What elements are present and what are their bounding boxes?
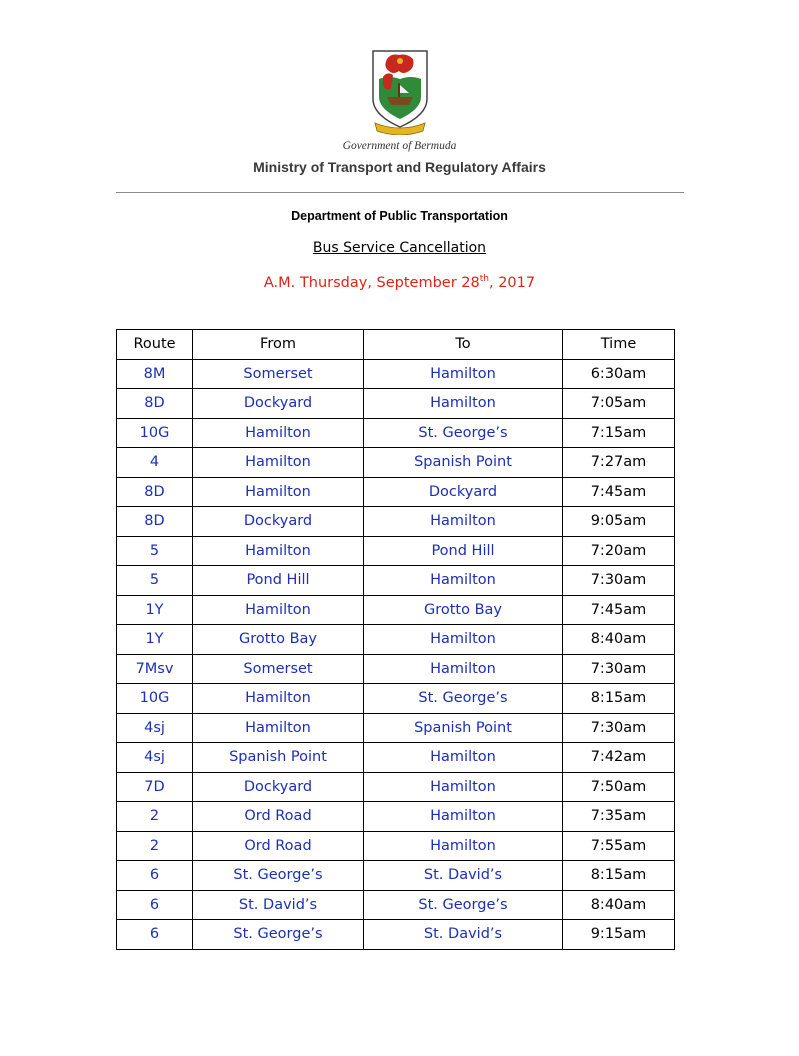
table-row bbox=[117, 861, 675, 891]
time-cell: 7:42am bbox=[563, 743, 675, 773]
column-header-route: Route bbox=[117, 330, 193, 360]
from-cell: Dockyard bbox=[193, 772, 364, 802]
to-cell: St. David’s bbox=[364, 861, 563, 891]
date-year: , 2017 bbox=[488, 275, 536, 291]
to-cell: Hamilton bbox=[364, 566, 563, 596]
to-cell: St. George’s bbox=[364, 684, 563, 714]
from-cell: Hamilton bbox=[193, 536, 364, 566]
time-cell: 7:15am bbox=[563, 418, 675, 448]
to-cell: Hamilton bbox=[364, 743, 563, 773]
time-cell: 7:20am bbox=[563, 536, 675, 566]
time-cell: 7:45am bbox=[563, 477, 675, 507]
from-cell: Dockyard bbox=[193, 389, 364, 419]
department-name: Department of Public Transportation bbox=[291, 209, 508, 223]
to-cell: St. George’s bbox=[364, 418, 563, 448]
to-cell: Dockyard bbox=[364, 477, 563, 507]
notice-date bbox=[0, 275, 799, 291]
time-cell: 9:15am bbox=[563, 920, 675, 950]
table-row bbox=[117, 802, 675, 832]
time-cell: 7:30am bbox=[563, 566, 675, 596]
from-cell: Hamilton bbox=[193, 448, 364, 478]
from-cell: St. George’s bbox=[193, 861, 364, 891]
to-cell: Spanish Point bbox=[364, 713, 563, 743]
from-cell: Grotto Bay bbox=[193, 625, 364, 655]
from-cell: Hamilton bbox=[193, 418, 364, 448]
time-cell: 8:40am bbox=[563, 625, 675, 655]
table-header-row bbox=[117, 330, 675, 360]
to-cell: Hamilton bbox=[364, 389, 563, 419]
from-cell: Pond Hill bbox=[193, 566, 364, 596]
to-cell: Hamilton bbox=[364, 507, 563, 537]
table-row bbox=[117, 772, 675, 802]
from-cell: Spanish Point bbox=[193, 743, 364, 773]
time-cell: 7:05am bbox=[563, 389, 675, 419]
column-header-from: From bbox=[193, 330, 364, 360]
route-cell: 2 bbox=[117, 802, 193, 832]
table-row bbox=[117, 595, 675, 625]
route-cell: 1Y bbox=[117, 625, 193, 655]
to-cell: Hamilton bbox=[364, 802, 563, 832]
table-row bbox=[117, 418, 675, 448]
date-prefix: A.M. Thursday, September 28 bbox=[263, 275, 480, 291]
from-cell: St. George’s bbox=[193, 920, 364, 950]
to-cell: Hamilton bbox=[364, 625, 563, 655]
table-row bbox=[117, 684, 675, 714]
from-cell: Hamilton bbox=[193, 477, 364, 507]
to-cell: Grotto Bay bbox=[364, 595, 563, 625]
from-cell: Hamilton bbox=[193, 684, 364, 714]
notice-title-text: Bus Service Cancellation bbox=[312, 240, 487, 256]
time-cell: 9:05am bbox=[563, 507, 675, 537]
route-cell: 4sj bbox=[117, 713, 193, 743]
route-cell: 8D bbox=[117, 389, 193, 419]
table-row bbox=[117, 477, 675, 507]
time-cell: 7:30am bbox=[563, 713, 675, 743]
from-cell: Ord Road bbox=[193, 831, 364, 861]
route-cell: 7Msv bbox=[117, 654, 193, 684]
table-row bbox=[117, 625, 675, 655]
route-cell: 6 bbox=[117, 890, 193, 920]
route-cell: 8M bbox=[117, 359, 193, 389]
from-cell: Somerset bbox=[193, 359, 364, 389]
route-cell: 4sj bbox=[117, 743, 193, 773]
time-cell: 8:40am bbox=[563, 890, 675, 920]
bermuda-coat-of-arms-icon bbox=[369, 49, 431, 135]
cancellation-table bbox=[116, 329, 675, 950]
time-cell: 7:55am bbox=[563, 831, 675, 861]
to-cell: Pond Hill bbox=[364, 536, 563, 566]
from-cell: St. David’s bbox=[193, 890, 364, 920]
table-row bbox=[117, 743, 675, 773]
header-divider bbox=[116, 192, 684, 193]
to-cell: Hamilton bbox=[364, 359, 563, 389]
time-cell: 6:30am bbox=[563, 359, 675, 389]
route-cell: 10G bbox=[117, 418, 193, 448]
from-cell: Hamilton bbox=[193, 713, 364, 743]
to-cell: Hamilton bbox=[364, 654, 563, 684]
to-cell: Hamilton bbox=[364, 772, 563, 802]
route-cell: 5 bbox=[117, 566, 193, 596]
ministry-name: Ministry of Transport and Regulatory Affairs bbox=[253, 159, 546, 175]
time-cell: 7:35am bbox=[563, 802, 675, 832]
route-cell: 1Y bbox=[117, 595, 193, 625]
route-cell: 2 bbox=[117, 831, 193, 861]
route-cell: 5 bbox=[117, 536, 193, 566]
column-header-time: Time bbox=[563, 330, 675, 360]
table-row bbox=[117, 359, 675, 389]
table-row bbox=[117, 389, 675, 419]
time-cell: 7:30am bbox=[563, 654, 675, 684]
from-cell: Hamilton bbox=[193, 595, 364, 625]
column-header-to: To bbox=[364, 330, 563, 360]
time-cell: 7:50am bbox=[563, 772, 675, 802]
time-cell: 7:27am bbox=[563, 448, 675, 478]
table-row bbox=[117, 566, 675, 596]
route-cell: 8D bbox=[117, 507, 193, 537]
table-row bbox=[117, 713, 675, 743]
from-cell: Ord Road bbox=[193, 802, 364, 832]
from-cell: Somerset bbox=[193, 654, 364, 684]
to-cell: St. David’s bbox=[364, 920, 563, 950]
table-row bbox=[117, 920, 675, 950]
to-cell: Spanish Point bbox=[364, 448, 563, 478]
government-name: Government of Bermuda bbox=[342, 140, 457, 152]
table-row bbox=[117, 507, 675, 537]
route-cell: 6 bbox=[117, 920, 193, 950]
notice-title bbox=[0, 240, 799, 256]
route-cell: 6 bbox=[117, 861, 193, 891]
date-ordinal: th bbox=[479, 274, 489, 285]
table-row bbox=[117, 536, 675, 566]
time-cell: 8:15am bbox=[563, 861, 675, 891]
table-row bbox=[117, 831, 675, 861]
table-row bbox=[117, 448, 675, 478]
route-cell: 8D bbox=[117, 477, 193, 507]
from-cell: Dockyard bbox=[193, 507, 364, 537]
time-cell: 8:15am bbox=[563, 684, 675, 714]
route-cell: 7D bbox=[117, 772, 193, 802]
table-row bbox=[117, 654, 675, 684]
to-cell: Hamilton bbox=[364, 831, 563, 861]
time-cell: 7:45am bbox=[563, 595, 675, 625]
to-cell: St. George’s bbox=[364, 890, 563, 920]
route-cell: 4 bbox=[117, 448, 193, 478]
route-cell: 10G bbox=[117, 684, 193, 714]
table-row bbox=[117, 890, 675, 920]
